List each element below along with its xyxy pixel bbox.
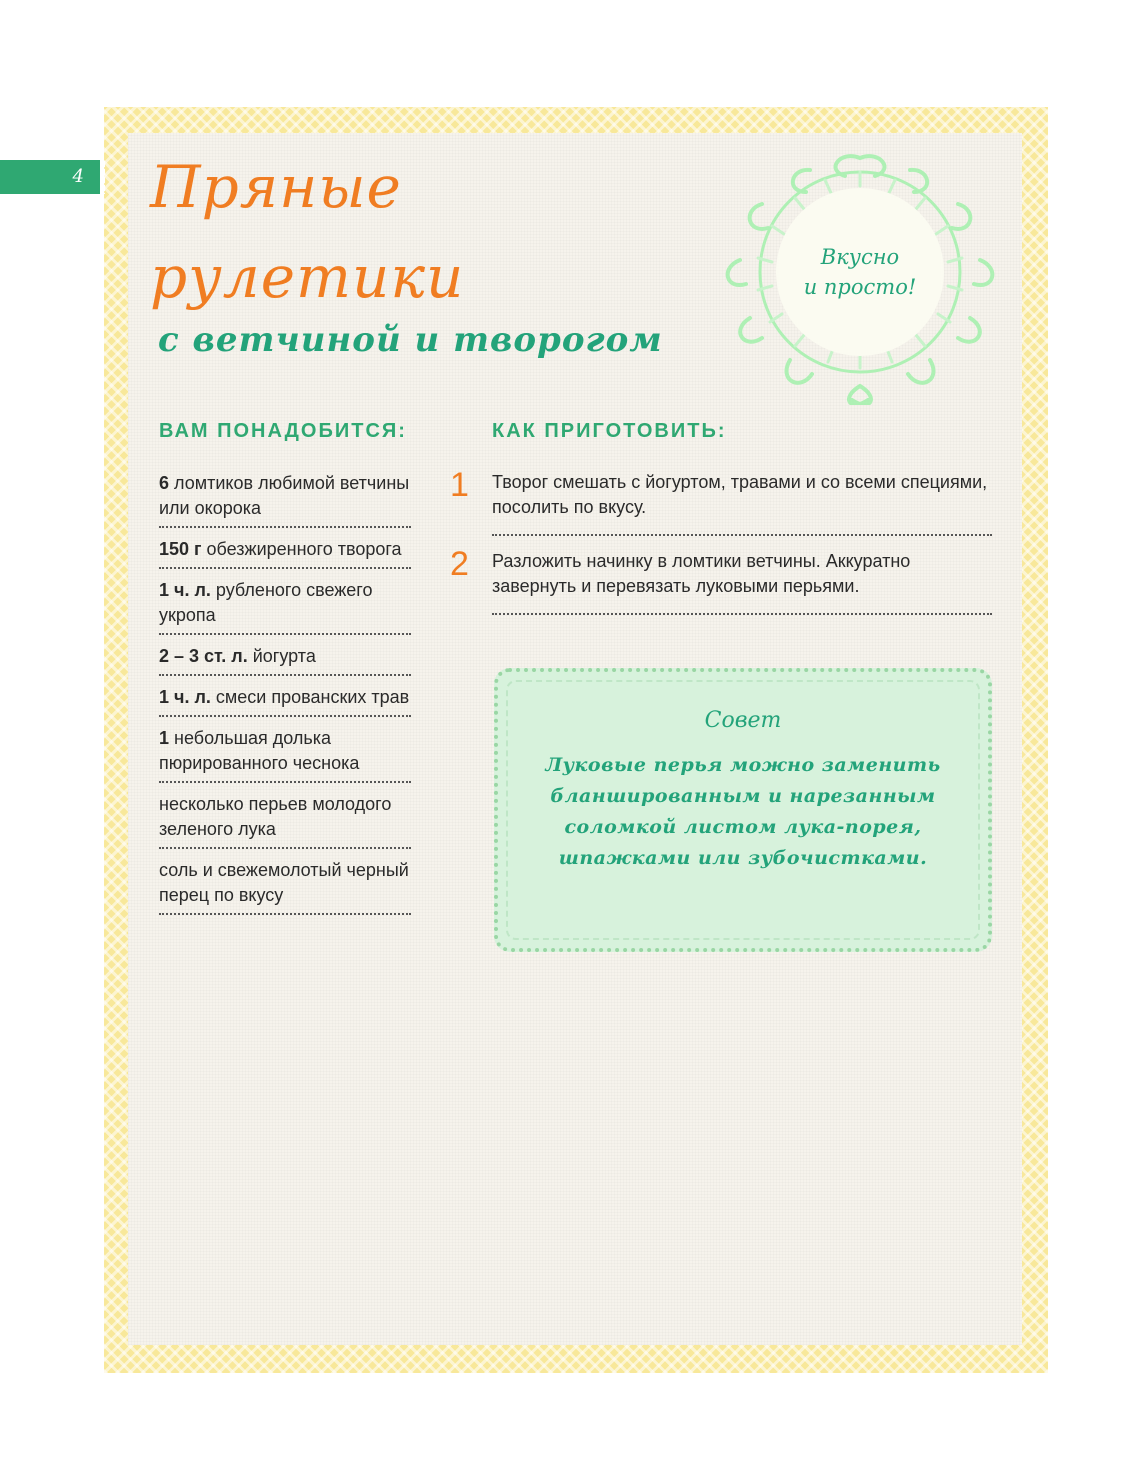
ingredients-heading: ВАМ ПОНАДОБИТСЯ: xyxy=(159,420,407,442)
ingredient-amount: 1 ч. л. xyxy=(159,580,211,600)
step-item xyxy=(450,466,992,536)
ingredient-amount: 6 xyxy=(159,473,170,493)
ingredient-item xyxy=(159,536,411,569)
ingredient-amount: 2 – 3 ст. л. xyxy=(159,646,248,666)
ingredient-amount: 150 г xyxy=(159,539,202,559)
lace-wreath-icon xyxy=(700,140,1020,405)
ingredient-item xyxy=(159,577,411,635)
step-number: 1 xyxy=(450,466,469,504)
ingredient-text: ломтиков любимой ветчины или окорока xyxy=(159,473,410,518)
ingredient-text: рубленого свежего укропа xyxy=(159,580,373,625)
steps-heading: КАК ПРИГОТОВИТЬ: xyxy=(492,420,727,442)
badge-line-1: Вкусно xyxy=(820,245,900,269)
step-number: 2 xyxy=(450,545,469,583)
step-item xyxy=(450,545,992,615)
title-line-1: Пряные xyxy=(150,153,402,221)
ingredient-text: небольшая долька пюрированного чеснока xyxy=(159,728,360,773)
badge xyxy=(700,140,1020,405)
ingredient-text: йогурта xyxy=(252,646,316,666)
tip-box xyxy=(494,668,992,952)
ingredient-item xyxy=(159,725,411,783)
ingredient-amount: 1 ч. л. xyxy=(159,687,211,707)
ingredient-text: несколько перьев молодого зеленого лука xyxy=(159,794,392,839)
ingredient-item xyxy=(159,643,411,676)
page-number-tab xyxy=(0,160,100,194)
step-text: Разложить начинку в ломтики ветчины. Аккуратно завернуть и перевязать луковыми перьями. xyxy=(492,551,911,596)
badge-line-2: и просто! xyxy=(803,275,917,299)
ingredient-text: соль и свежемолотый черный перец по вкусу xyxy=(159,860,409,905)
step-text: Творог смешать с йогуртом, травами и со всеми специями, посолить по вкусу. xyxy=(492,472,988,517)
ingredient-text: смеси прованских трав xyxy=(215,687,410,707)
ingredient-item xyxy=(159,470,411,528)
ingredient-item xyxy=(159,857,411,915)
ingredient-text: обезжиренного творога xyxy=(206,539,402,559)
page-number: 4 xyxy=(72,166,84,187)
ingredient-item xyxy=(159,684,411,717)
ingredients-list xyxy=(159,470,411,923)
ingredient-amount: 1 xyxy=(159,728,170,748)
title-line-2: рулетики xyxy=(150,243,465,311)
ingredient-item xyxy=(159,791,411,849)
tip-title: Совет xyxy=(704,708,782,733)
tip-text: Луковые перья можно заменить бланшированным и нарезанным соломкой листом лука-порея, шпажками или зубочистками. xyxy=(545,754,941,869)
subtitle: с ветчиной и творогом xyxy=(158,320,663,360)
